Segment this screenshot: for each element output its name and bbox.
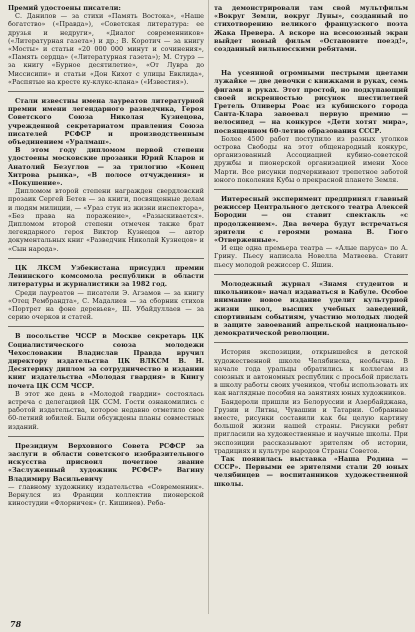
- kuznetsov-prize-lead: Стали известны имена лауреатов литературной премии имени легендарного разведчика, Героя Советского Союза Николая Кузнецова, учрежденной секретариатом правления Союза писателей РСФСР и производственным объединением «Уралмаш».: [8, 97, 204, 147]
- first-diploma: В этом году дипломом первой степени удостоены московские прозаики Юрий Кларов и Анатолий Безуглов — за трилогию «Конец Хитрова рынка», «В полосе отчуждения» и «Покушение».: [8, 146, 204, 188]
- prize-list: С. Данилов — за стихи «Память Востока», «Наше богатство» («Правда»), «Советская литература: ее друзья и недруги», «Диалог современников» («Литературная газета») и др.; В. Коротич — за книгу «Мосты» и статьи «20 000 000 минут и сочинения», «Память сердца» («Литературная газета»); М. Стурэ — за книгу «Бурное десятилетие», «От Лувра до Миссисипи» и статьи «Дон Кихот с улицы Евклида», «Распятые на кресте ку-клукс-клана» («Известия»).: [8, 12, 204, 86]
- theatre-premiere: И еще одна премьера театра — «Алые паруса» по А. Грину. Пьесу написала Новелла Матвеева. Ставит пьесу молодой режиссер С. Яшин.: [214, 244, 408, 269]
- honored-artist-body: — главному художнику издательства «Современник». Вернулся из Франции коллектив пионерской киностудии «Флорничек» (г. Кишинев). Реба-: [8, 482, 204, 508]
- prize-heading: Премий удостоены писатели:: [8, 4, 121, 12]
- cuba-drawing-lead: На усеянной огромными пестрыми цветами лужайке — две девочки с книжками в руках, семь фигами в руках. Этот простой, но подкупающий своей искренностью рисунок шестилетней Гретель Оливеры Роас из кубинского города Санта-Клара завоевал первую премию — велосипед — на конкурсе «Дети хотят мира», посвященном 60-летию образования СССР.: [214, 69, 408, 135]
- theatre-lead: Интересный эксперимент предпринял главный режиссер Центрального детского театра Алексей Бородин — он ставит спектакль «с продолжением». Два вечера будут встречаться зрители с героями романа В. Гюго «Отверженные».: [214, 195, 408, 245]
- second-diploma: Дипломом второй степени награжден свердловский прозаик Сергей Бетев — за книги, посвященные делам и людям милиции, — «Ураз стук из жизни инспектора», «Без права на поражение», «Разыскивается». Дипломом второй степени отмечен также брат легендарного героя Виктор Кузнецов — автор документальных книг «Разведчик Николай Кузнецов» и «Сын народа».: [8, 187, 204, 253]
- separator: [8, 326, 204, 327]
- cuba-contest: Более 4500 работ поступило из разных уголков острова Свободы на этот общенародный конкурс, организованный Ассоциацией кубино-советской дружбы и пионерской организацией имени Хосе Марти. Все рисунки подчеркивают трепетное заботой юного поколения Кубы о прекрасной планете Земля.: [214, 134, 408, 184]
- page-number: 78: [10, 619, 22, 629]
- separator: [214, 274, 408, 275]
- separator: [8, 91, 204, 92]
- right-column: [214, 4, 408, 488]
- uzbek-komsomol-lead: ЦК ЛКСМ Узбекистана присудил премии Ленинского комсомола республики в области литературы и журналистики за 1982 год.: [8, 263, 204, 289]
- separator: [8, 436, 204, 437]
- separator: [214, 342, 408, 343]
- kabul-journal: Молодежный журнал «Знамя студентов и школьников» начал издаваться в Кабуле. Особое внимание новое издание уделит культурной жизни школ, высших учебных заведений, спортивным событиям, участию молодых людей в защите завоеваний апрельской национально-демократической революции.: [214, 279, 408, 338]
- uzbek-laureates: Среди лауреатов — писатели Э. Агзамов — за книгу «Отец Рембрандта», С. Мадалиев — за сборник стихов «Портрет на фоне деревьев», Ш. Убайдуллаев — за серию очерков и статей.: [8, 288, 204, 322]
- chelyabinsk-exhibition: Так появилась выставка «Наша Родина — СССР». Первыми ее зрителями стали 20 юных челябинцев — воспитанников художественной школы.: [214, 454, 408, 488]
- left-column: [8, 4, 204, 507]
- cartoon-continued: та демонстрировали там свой мультфильм «Вокруг Земли, вокруг Луны», созданный по стихотворению великого французского поэта Жака Превера. А вскоре на всесоюзный экран выйдет новый фильм «Остановите поезд!», созданный вильнюсскими ребятами.: [214, 4, 408, 54]
- spacer: [214, 53, 408, 69]
- czech-delegation: В этот же день в «Молодой гвардии» состоялась встреча с делегацией ЦК ССМ. Гости ознакомились с работой издательства, которое недавно отметило свое 60-летний юбилей. Были обсуждены планы совместных изданий.: [8, 389, 204, 431]
- separator: [214, 189, 408, 190]
- separator: [8, 258, 204, 259]
- honored-artist-lead: Президиум Верховного Совета РСФСР за заслуги в области советского изобразительного искусства присвоил почетное звание «Заслуженный художник РСФСР» Вагину Владимиру Васильевичу: [8, 441, 204, 483]
- chelyabinsk-history: История экспозиции, открывшейся в детской художественной школе Челябинска, необычна. В начале года уральцы обратились к коллегам из союзных и автономных республик с просьбой прислать в школу работы своих учеников, чтобы использовать их как наглядные пособия на занятиях юных художников.: [214, 348, 408, 398]
- chelyabinsk-parcels: Бандероли пришли из Белоруссии и Азербайджана, Грузии и Литвы, Чувашии и Татарии. Собранные вместе, рисунки составили как бы целую картину большой жизни нашей страны. Рисунки ребят пригласили на художественные и научные школы. При экспозиции рассказывают зрителям об истории, традициях и культуре народов Страны Советов.: [214, 397, 408, 455]
- czech-embassy-lead: В посольстве ЧССР в Москве секретарь ЦК Социалистического союза молодежи Чехословакии Владислав Правда вручил директору издательства ЦК ВЛКСМ В. Н. Десятерику диплом за сотрудничество в издании книг издательства «Молодая гвардия» в Книгу почета ЦК ССМ ЧССР.: [8, 332, 204, 390]
- column-divider: [208, 0, 209, 614]
